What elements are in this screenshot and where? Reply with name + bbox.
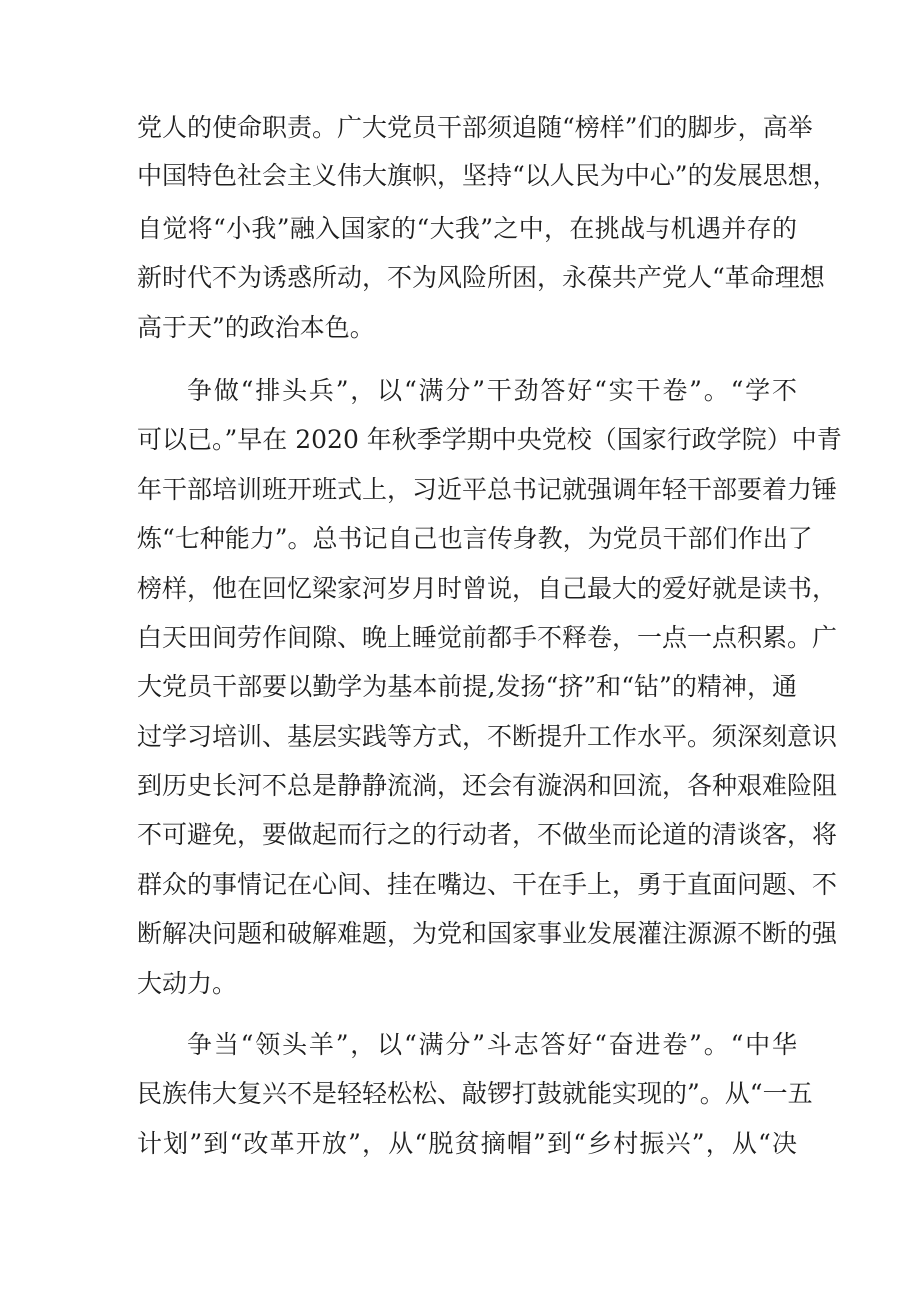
text-line-21: 计划”到“改革开放”，从“脱贫摘帽”到“乡村振兴”，从“决 (137, 1129, 797, 1158)
text-line-12: 大党员干部要以勤学为基本前提,发扬“挤”和“钻”的精神，通 (137, 672, 797, 701)
text-line-17: 断解决问题和破解难题，为党和国家事业发展灌注源源不断的强 (137, 919, 838, 948)
text-line-8: 年干部培训班开班式上，习近平总书记就强调年轻干部要着力锤 (137, 475, 838, 504)
text-line-2: 中国特色社会主义伟大旗帜，坚持“以人民为中心”的发展思想， (137, 161, 838, 190)
text-line-15: 不可避免，要做起而行之的行动者，不做坐而论道的清谈客，将 (137, 820, 838, 849)
text-line-18: 大动力。 (137, 969, 238, 998)
text-line-11: 白天田间劳作间隙、晚上睡觉前都手不释卷，一点一点积累。广 (137, 623, 838, 652)
text-line-9: 炼“七种能力”。总书记自己也言传身教，为党员干部们作出了 (137, 524, 813, 553)
text-line-1: 党人的使命职责。广大党员干部须追随“榜样”们的脚步，高举 (137, 113, 813, 142)
text-line-16: 群众的事情记在心间、挂在嘴边、干在手上，勇于直面问题、不 (137, 870, 838, 899)
text-line-14: 到历史长河不总是静静流淌，还会有漩涡和回流，各种艰难险阻 (137, 771, 838, 800)
text-line-3: 自觉将“小我”融入国家的“大我”之中，在挑战与机遇并存的 (137, 214, 797, 243)
text-line-19: 争当“领头羊”，以“满分”斗志答好“奋进卷”。“中华 (187, 1030, 797, 1059)
text-line-13: 过学习培训、基层实践等方式，不断提升工作水平。须深刻意识 (137, 722, 838, 751)
text-line-7: 可以已。”早在 2020 年秋季学期中央党校（国家行政学院）中青 (137, 425, 842, 454)
text-line-10: 榜样，他在回忆梁家河岁月时曾说，自己最大的爱好就是读书， (137, 574, 838, 603)
text-line-5: 高于天”的政治本色。 (137, 313, 375, 342)
text-line-4: 新时代不为诱惑所动，不为风险所困，永葆共产党人“革命理想 (137, 263, 825, 292)
text-line-20: 民族伟大复兴不是轻轻松松、敲锣打鼓就能实现的”。从“一五 (137, 1079, 813, 1108)
text-line-6: 争做“排头兵”，以“满分”干劲答好“实干卷”。“学不 (187, 376, 797, 405)
